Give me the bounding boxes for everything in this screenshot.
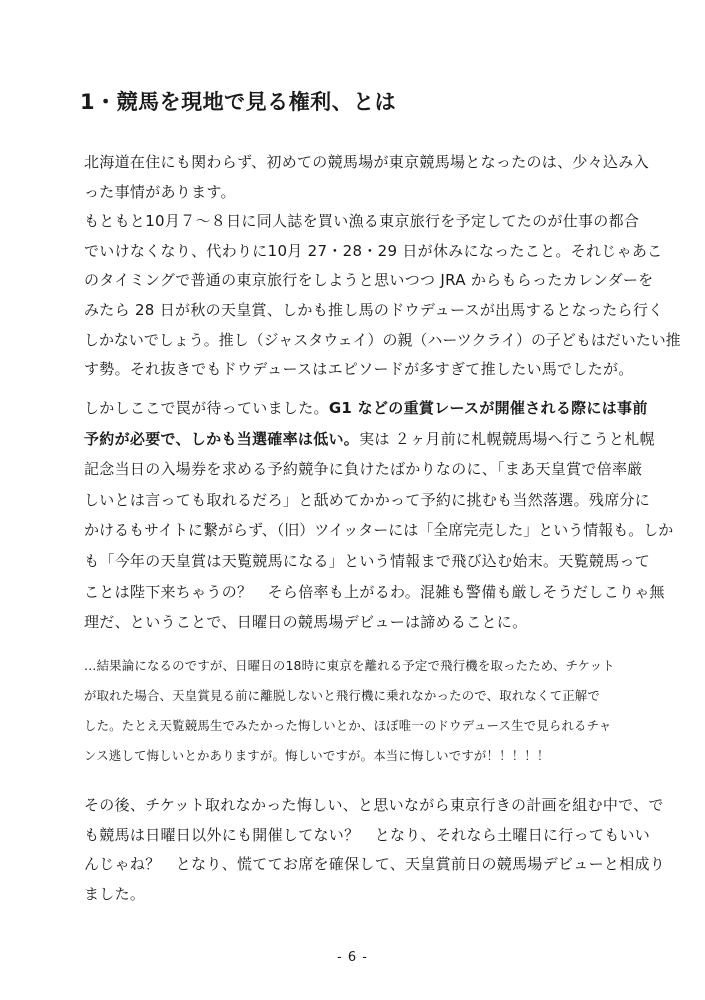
- emphasis-text: 予約が必要で、しかも当選確率は低い。: [84, 429, 360, 448]
- text-line: す勢。それ抜きでもドウデュースはエピソードが多すぎて推したい馬でしたが。: [84, 360, 634, 379]
- paragraph-intro: [84, 148, 681, 385]
- text-line: んじゃね？ となり、慌ててお席を確保して、天皇賞前日の競馬場デビューと相成り: [84, 855, 666, 873]
- page-number: - 6 -: [337, 950, 368, 965]
- text-line: も「今年の天皇賞は天覧競馬になる」という情報まで飛び込む始末。天覧競馬って: [84, 551, 651, 570]
- text-line: その後、チケット取れなかった悔しい、と思いながら東京行きの計画を組む中で、で: [84, 796, 664, 814]
- paragraph-reservation: [84, 393, 674, 638]
- text-line: みたら 28 日が秋の天皇賞、しかも推し馬のドウデュースが出馬するとなったら行く: [84, 300, 664, 319]
- text-line: しかないでしょう。推し（ジャスタウェイ）の親（ハーツクライ）の子どもはだいたい推: [84, 330, 681, 349]
- emphasis-text: G1 などの重賞レースが開催される際には事前: [328, 399, 648, 417]
- text-line: った事情があります。: [84, 182, 236, 201]
- text-line: が取れた場合、天皇賞見る前に離脱しないと飛行機に乗れなかったので、取れなくて正解で: [84, 688, 600, 703]
- text-line: のタイミングで普通の東京旅行をしようと思いつつ JRA からもらったカレンダーを: [84, 271, 654, 290]
- text-line: もともと10月７～８日に同人誌を買い漁る東京旅行を予定してたのが仕事の都合: [84, 212, 640, 231]
- text-line: しいとは言っても取れるだろ」と舐めてかかって予約に挑むも当然落選。残席分に: [84, 490, 651, 509]
- text-line: 理だ、ということで、日曜日の競馬場デビューは諦めることに。: [84, 613, 528, 632]
- text-line: ンス逃して悔しいとかありますが。悔しいですが。本当に悔しいですが！！！！！: [84, 748, 550, 763]
- text-segment: 実は ２ヶ月前に札幌競馬場へ行こうと札幌: [359, 429, 655, 448]
- section-title: 1・競馬を現地で見る権利、とは: [80, 90, 397, 114]
- text-line: も競馬は日曜日以外にも開催してない？ となり、それなら土曜日に行ってもいい: [84, 825, 651, 844]
- paragraph-conclusion: [84, 791, 666, 909]
- text-line: [84, 424, 655, 455]
- text-line: …結果論になるのですが、日曜日の18時に東京を離れる予定で飛行機を取ったため、チケット: [84, 658, 615, 673]
- text-line: 記念当日の入場券を求める予約競争に負けたばかりなのに、「まあ天皇賞で倍率厳: [84, 460, 643, 479]
- text-line: ことは陛下来ちゃうの？ そら倍率も上がるわ。混雑も警備も厳しそうだしこりゃ無: [84, 582, 665, 601]
- paragraph-aside-note: [84, 651, 644, 771]
- text-line: ました。: [84, 884, 146, 903]
- text-segment: しかしここで罠が待っていました。: [84, 399, 329, 417]
- text-line: した。たとえ天覧競馬生でみたかった悔しいとか、ほぼ唯一のドウデュース生で見られるチャ: [84, 718, 612, 733]
- text-line: [84, 393, 648, 424]
- text-line: 北海道在住にも関わらず、初めての競馬場が東京競馬場となったのは、少々込み入: [84, 153, 649, 171]
- text-line: かけるもサイトに繋がらず、（旧）ツイッターには「全席完売した」という情報も。しか: [84, 521, 674, 540]
- text-line: でいけなくなり、代わりに10月 27・28・29 日が休みになったこと。それじゃあこ: [84, 241, 663, 260]
